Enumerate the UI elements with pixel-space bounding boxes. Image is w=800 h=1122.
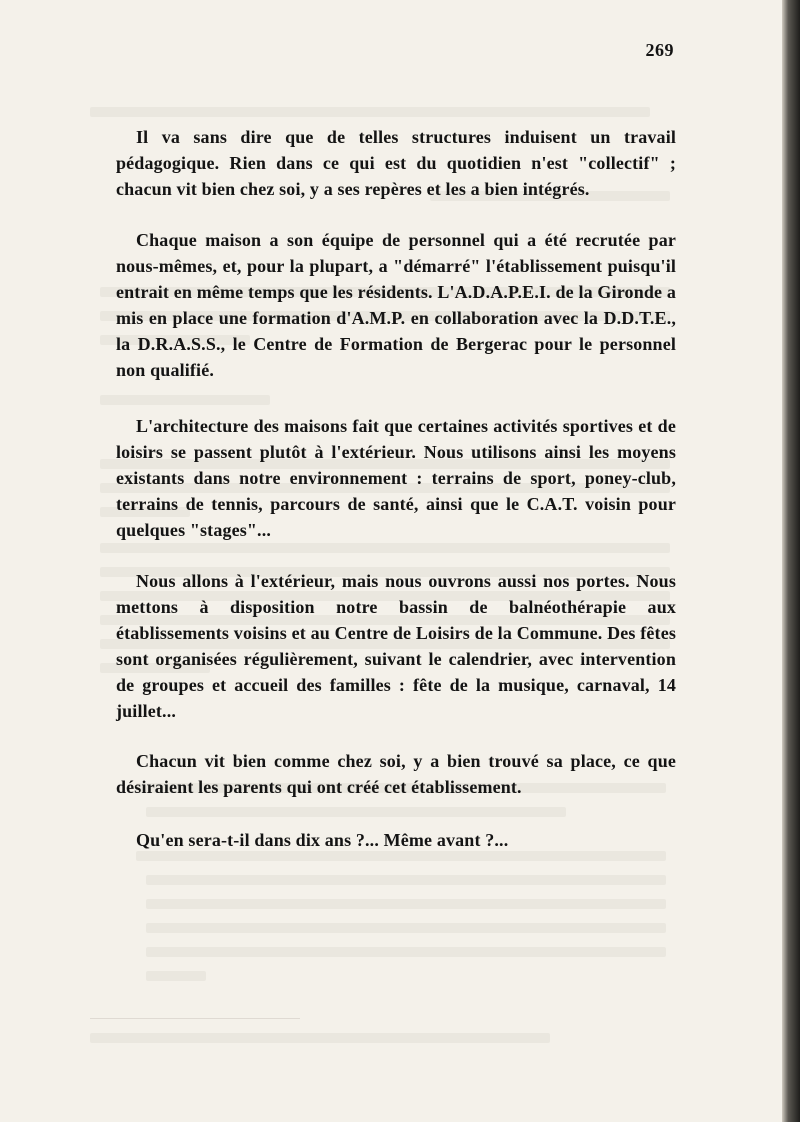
paragraph-exterieur: Nous allons à l'extérieur, mais nous ouvrons aussi nos portes. Nous mettons à disposition notre bassin de balnéothérapie aux établissements voisins et au Centre de Loisirs de la Commune. Des fêtes sont organisées régulièrement, suivant le calendrier, avec intervention de groupes et accueil des familles : fête de la musique, carnaval, 14 juillet... xyxy=(116,571,676,721)
paragraph-question: Qu'en sera-t-il dans dix ans ?... Même avant ?... xyxy=(136,830,509,850)
paragraph-architecture: L'architecture des maisons fait que certaines activités sportives et de loisirs se passent plutôt à l'extérieur. Nous utilisons ainsi les moyens existants dans notre environnement : terrains de sport, poney-club, terrains de tennis, parcours de santé, ainsi que le C.A.T. voisin pour quelques "stages"... xyxy=(116,416,676,540)
page-number: 269 xyxy=(645,40,674,60)
body-text xyxy=(116,124,676,853)
footnote-rule-shadow xyxy=(90,1018,300,1019)
paragraph-personnel: Chaque maison a son équipe de personnel qui a été recrutée par nous-mêmes, et, pour la plupart, a "démarré" l'établissement puisqu'il entrait en même temps que les résidents. L'A.D.A.P.E.I. de la Gironde a mis en place une formation d'A.M.P. en collaboration avec la D.D.T.E., la D.R.A.S.S., le Centre de Formation de Bergerac pour le personnel non qualifié. xyxy=(116,230,676,380)
scanner-edge xyxy=(782,0,800,1122)
paragraph-structures: Il va sans dire que de telles structures induisent un travail pédagogique. Rien dans ce qui est du quotidien n'est "collectif" ; chacun vit bien chez soi, y a ses repères et les a bien intégrés. xyxy=(116,127,676,199)
paragraph-chacun: Chacun vit bien comme chez soi, y a bien trouvé sa place, ce que désiraient les parents qui ont créé cet établissement. xyxy=(116,751,676,797)
